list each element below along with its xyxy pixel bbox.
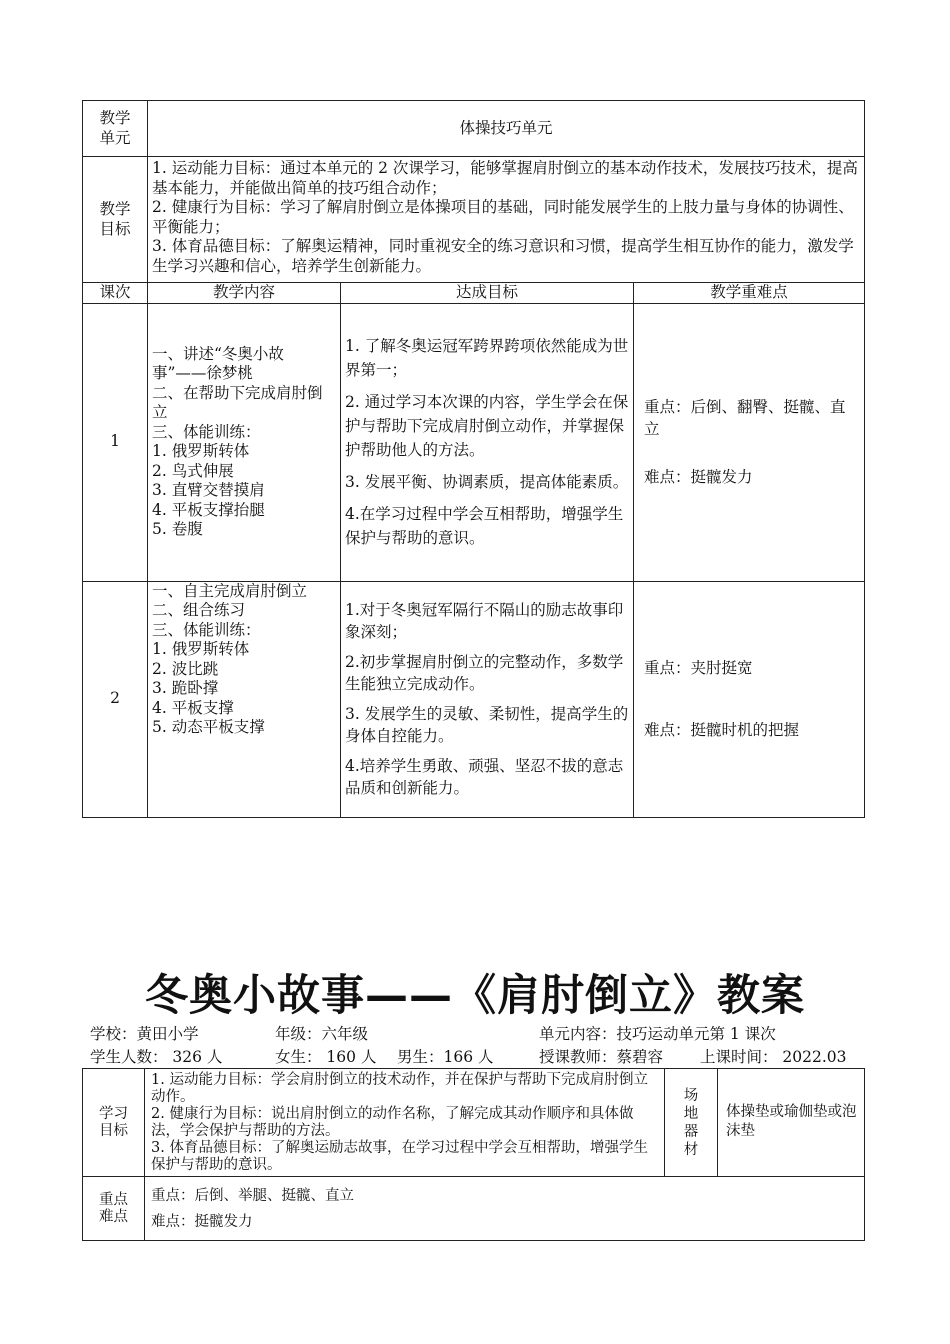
lesson-content bbox=[148, 303, 341, 581]
list-item: 4.培养学生勇敢、顽强、坚忍不拔的意志品质和创新能力。 bbox=[345, 757, 624, 797]
list-item: 5. 动态平板支撑 bbox=[152, 718, 265, 736]
female-count-info: 女生： 160 人 bbox=[275, 1048, 377, 1066]
list-item: 三、体能训练： bbox=[152, 422, 261, 441]
list-item: 3. 发展学生的灵敏、柔韧性，提高学生的身体自控能力。 bbox=[345, 705, 629, 745]
difficulty: 难点：挺髋发力 bbox=[151, 1213, 253, 1230]
unit-goal-1: 1. 运动能力目标：通过本单元的 2 次课学习，能够掌握肩肘倒立的基本动作技术，发展技巧技术，提高基本能力，并能做出简单的技巧组合动作； bbox=[152, 159, 858, 197]
list-item: 二、组合练习 bbox=[152, 601, 246, 619]
student-count-info: 学生人数： 326 人 bbox=[90, 1048, 223, 1066]
unit-label: 教学 单元 bbox=[83, 101, 148, 157]
unit-goal-2: 2. 健康行为目标：学习了解肩肘倒立是体操项目的基础，同时能发展学生的上肢力量与身体的协调性、平衡能力； bbox=[152, 198, 854, 236]
list-item: 1. 俄罗斯转体 bbox=[152, 640, 250, 658]
table-row bbox=[83, 581, 865, 817]
key-point: 重点：夹肘挺宽 bbox=[644, 659, 753, 677]
key-difficulty bbox=[145, 1177, 865, 1241]
study-goal-3: 3. 体育品德目标：了解奥运励志故事，在学习过程中学会互相帮助，增强学生保护与帮助的意识。 bbox=[151, 1139, 648, 1173]
page-title: 冬奥小故事——《肩肘倒立》教案 bbox=[145, 971, 805, 1021]
list-item: 1.对于冬奥冠军隔行不隔山的励志故事印象深刻； bbox=[345, 601, 624, 641]
list-item: 2. 鸟式伸展 bbox=[152, 461, 234, 480]
unit-plan-table bbox=[82, 100, 865, 818]
lesson-objectives bbox=[341, 581, 634, 817]
lesson-number: 1 bbox=[83, 303, 148, 581]
list-item: 三、体能训练： bbox=[152, 620, 261, 639]
unit-value: 体操技巧单元 bbox=[148, 101, 865, 157]
list-item: 2. 波比跳 bbox=[152, 659, 219, 678]
list-item: 5. 卷腹 bbox=[152, 520, 203, 538]
header-lesson-number: 课次 bbox=[83, 283, 148, 304]
list-item: 一、自主完成肩肘倒立 bbox=[152, 581, 308, 600]
list-item: 3. 发展平衡、协调素质，提高体能素质。 bbox=[345, 473, 629, 491]
unit-content-info: 单元内容：技巧运动单元第 1 课次 bbox=[539, 1025, 776, 1043]
study-goal-1: 1. 运动能力目标：学会肩肘倒立的技术动作，并在保护与帮助下完成肩肘倒立动作。 bbox=[151, 1071, 648, 1105]
lesson-plan-table bbox=[82, 1068, 865, 1241]
lesson-key-points bbox=[634, 581, 865, 817]
list-item: 3. 直臂交替摸肩 bbox=[152, 481, 265, 499]
list-item: 3. 跪卧撑 bbox=[152, 679, 219, 697]
male-count-info: 男生：166 人 bbox=[397, 1048, 494, 1066]
difficulty: 难点：挺髋时机的把握 bbox=[644, 721, 800, 739]
unit-goal-3: 3. 体育品德目标：了解奥运精神，同时重视安全的练习意识和习惯，提高学生相互协作的能力，激发学生学习兴趣和信心，培养学生创新能力。 bbox=[152, 237, 854, 275]
list-item: 4.在学习过程中学会互相帮助，增强学生保护与帮助的意识。 bbox=[345, 505, 624, 547]
lesson-objectives bbox=[341, 303, 634, 581]
lesson-number: 2 bbox=[83, 581, 148, 817]
list-item: 二、在帮助下完成肩肘倒立 bbox=[152, 383, 323, 421]
teacher-info: 授课教师：蔡碧容 bbox=[539, 1048, 664, 1066]
list-item: 1. 了解冬奥运冠军跨界跨项依然能成为世界第一； bbox=[345, 337, 629, 379]
list-item: 4. 平板支撑 bbox=[152, 698, 234, 717]
unit-goals bbox=[148, 157, 865, 283]
venue-value: 体操垫或瑜伽垫或泡沫垫 bbox=[718, 1069, 865, 1177]
study-goals bbox=[145, 1069, 665, 1177]
list-item: 1. 俄罗斯转体 bbox=[152, 442, 250, 460]
lesson-key-points bbox=[634, 303, 865, 581]
list-item: 4. 平板支撑抬腿 bbox=[152, 500, 265, 519]
school-info: 学校：黄田小学 bbox=[90, 1025, 199, 1043]
class-time-info: 上课时间： 2022.03 bbox=[700, 1048, 847, 1066]
header-content: 教学内容 bbox=[148, 283, 341, 304]
header-objectives: 达成目标 bbox=[341, 283, 634, 304]
key-point: 重点：后倒、举腿、挺髋、直立 bbox=[151, 1187, 354, 1204]
difficulty: 难点：挺髋发力 bbox=[644, 468, 753, 486]
venue-label: 场 地 器 材 bbox=[665, 1069, 718, 1177]
table-row bbox=[83, 303, 865, 581]
study-goals-label: 学习 目标 bbox=[83, 1069, 145, 1177]
grade-info: 年级：六年级 bbox=[275, 1025, 369, 1043]
list-item: 一、讲述“冬奥小故事”——徐梦桃 bbox=[152, 344, 284, 382]
goals-label: 教学 目标 bbox=[83, 157, 148, 283]
key-difficulty-label: 重点 难点 bbox=[83, 1177, 145, 1241]
lesson-content bbox=[148, 581, 341, 817]
list-item: 2.初步掌握肩肘倒立的完整动作，多数学生能独立完成动作。 bbox=[345, 653, 624, 693]
key-point: 重点：后倒、翻臀、挺髋、直立 bbox=[644, 398, 846, 438]
list-item: 2. 通过学习本次课的内容，学生学会在保护与帮助下完成肩肘倒立动作，并掌握保护帮助他人的方法。 bbox=[345, 393, 629, 459]
study-goal-2: 2. 健康行为目标：说出肩肘倒立的动作名称，了解完成其动作顺序和具体做法，学会保护与帮助的方法。 bbox=[151, 1105, 634, 1139]
header-key-points: 教学重难点 bbox=[634, 283, 865, 304]
